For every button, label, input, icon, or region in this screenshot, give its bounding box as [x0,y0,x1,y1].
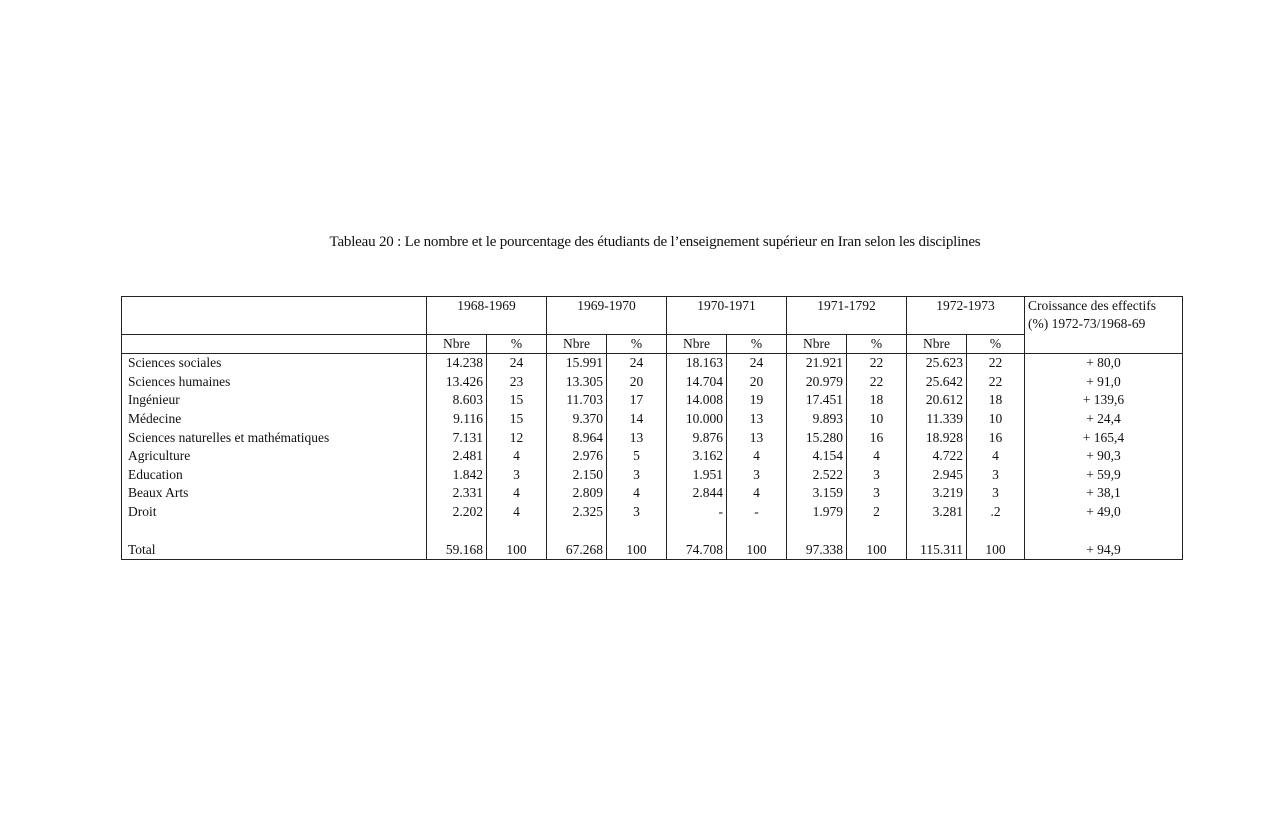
growth-cell: + 80,0 [1025,354,1183,373]
count-cell: 74.708 [667,539,727,560]
table-row [122,373,1183,392]
count-cell: 3.162 [667,447,727,466]
count-cell: 2.809 [547,484,607,503]
count-cell: 25.623 [907,354,967,373]
percent-subheader: % [727,335,787,354]
percent-cell: 19 [727,391,787,410]
count-cell: 13.305 [547,373,607,392]
percent-cell: 24 [487,354,547,373]
table-row [122,428,1183,447]
count-subheader: Nbre [667,335,727,354]
count-cell: 2.522 [787,466,847,485]
percent-cell: 4 [607,484,667,503]
period-header: 1968-1969 [427,297,547,335]
discipline-subheader [122,335,427,354]
growth-cell: + 94,9 [1025,539,1183,560]
percent-cell: 22 [967,373,1025,392]
count-cell: 97.338 [787,539,847,560]
discipline-label: Sciences humaines [122,373,427,392]
count-subheader: Nbre [787,335,847,354]
percent-cell: 5 [607,447,667,466]
percent-cell: 100 [967,539,1025,560]
growth-cell: + 139,6 [1025,391,1183,410]
percent-cell: .2 [967,503,1025,522]
growth-cell: + 90,3 [1025,447,1183,466]
count-cell: 14.238 [427,354,487,373]
period-header: 1972-1973 [907,297,1025,335]
count-cell: 2.331 [427,484,487,503]
count-cell: 15.991 [547,354,607,373]
percent-cell: 17 [607,391,667,410]
count-cell: 1.842 [427,466,487,485]
count-cell: 9.116 [427,410,487,429]
percent-subheader: % [967,335,1025,354]
percent-cell: 4 [487,447,547,466]
count-cell: 15.280 [787,428,847,447]
count-cell: 67.268 [547,539,607,560]
percent-cell: 10 [967,410,1025,429]
count-cell: 7.131 [427,428,487,447]
growth-cell: + 24,4 [1025,410,1183,429]
percent-cell: 12 [487,428,547,447]
growth-header: Croissance des effectifs (%) 1972-73/1968-69 [1025,297,1183,354]
percent-cell: 10 [847,410,907,429]
percent-cell: 4 [487,484,547,503]
count-cell: 2.976 [547,447,607,466]
discipline-label: Médecine [122,410,427,429]
percent-cell: 14 [607,410,667,429]
percent-cell: - [727,503,787,522]
table-row [122,503,1183,522]
count-cell: 2.202 [427,503,487,522]
count-cell: - [667,503,727,522]
count-cell: 3.281 [907,503,967,522]
count-cell: 2.150 [547,466,607,485]
percent-cell: 4 [727,484,787,503]
percent-cell: 15 [487,410,547,429]
count-cell: 1.951 [667,466,727,485]
percent-cell: 3 [487,466,547,485]
table-body [122,354,1183,560]
table-row [122,484,1183,503]
count-cell: 17.451 [787,391,847,410]
growth-cell: + 165,4 [1025,428,1183,447]
table-row [122,391,1183,410]
count-cell: 14.704 [667,373,727,392]
count-cell: 2.945 [907,466,967,485]
count-cell: 14.008 [667,391,727,410]
count-cell: 20.979 [787,373,847,392]
count-cell: 8.964 [547,428,607,447]
percent-subheader: % [487,335,547,354]
students-by-discipline-table [121,296,1183,560]
count-cell: 1.979 [787,503,847,522]
percent-cell: 18 [967,391,1025,410]
table-row [122,410,1183,429]
percent-cell: 24 [727,354,787,373]
count-cell: 4.154 [787,447,847,466]
period-header: 1970-1971 [667,297,787,335]
count-cell: 21.921 [787,354,847,373]
percent-cell: 22 [967,354,1025,373]
discipline-label: Sciences naturelles et mathématiques [122,428,427,447]
percent-cell: 2 [847,503,907,522]
percent-cell: 18 [847,391,907,410]
percent-cell: 23 [487,373,547,392]
count-cell: 3.219 [907,484,967,503]
discipline-label: Agriculture [122,447,427,466]
percent-cell: 13 [727,428,787,447]
count-cell: 2.844 [667,484,727,503]
count-cell: 9.370 [547,410,607,429]
growth-cell: + 91,0 [1025,373,1183,392]
period-header: 1969-1970 [547,297,667,335]
percent-cell: 3 [727,466,787,485]
percent-cell: 16 [847,428,907,447]
percent-cell: 20 [607,373,667,392]
percent-cell: 4 [727,447,787,466]
percent-cell: 20 [727,373,787,392]
discipline-label: Total [122,539,427,560]
discipline-header [122,297,427,335]
count-cell: 9.876 [667,428,727,447]
count-subheader: Nbre [547,335,607,354]
percent-cell: 100 [487,539,547,560]
percent-cell: 3 [847,466,907,485]
percent-cell: 3 [607,503,667,522]
percent-cell: 3 [847,484,907,503]
count-cell: 25.642 [907,373,967,392]
table-row [122,354,1183,373]
count-cell: 115.311 [907,539,967,560]
count-cell: 20.612 [907,391,967,410]
percent-cell: 3 [607,466,667,485]
percent-cell: 24 [607,354,667,373]
discipline-label: Sciences sociales [122,354,427,373]
percent-cell: 4 [967,447,1025,466]
count-cell: 13.426 [427,373,487,392]
count-cell: 9.893 [787,410,847,429]
percent-cell: 4 [487,503,547,522]
percent-cell: 15 [487,391,547,410]
count-cell: 2.481 [427,447,487,466]
growth-cell: + 49,0 [1025,503,1183,522]
percent-cell: 16 [967,428,1025,447]
percent-cell: 100 [727,539,787,560]
discipline-label: Education [122,466,427,485]
percent-cell: 4 [847,447,907,466]
header-row [122,297,1183,335]
count-cell: 3.159 [787,484,847,503]
count-cell: 11.339 [907,410,967,429]
growth-cell: + 38,1 [1025,484,1183,503]
count-cell: 8.603 [427,391,487,410]
percent-cell: 13 [607,428,667,447]
count-cell: 59.168 [427,539,487,560]
percent-subheader: % [607,335,667,354]
percent-cell: 22 [847,373,907,392]
discipline-label: Ingénieur [122,391,427,410]
count-cell: 11.703 [547,391,607,410]
discipline-label: Droit [122,503,427,522]
count-cell: 18.928 [907,428,967,447]
percent-cell: 3 [967,466,1025,485]
percent-subheader: % [847,335,907,354]
percent-cell: 13 [727,410,787,429]
discipline-label: Beaux Arts [122,484,427,503]
count-cell: 10.000 [667,410,727,429]
count-subheader: Nbre [907,335,967,354]
table-row [122,466,1183,485]
percent-cell: 22 [847,354,907,373]
subheader-row [122,335,1183,354]
period-header: 1971-1792 [787,297,907,335]
count-cell: 4.722 [907,447,967,466]
percent-cell: 100 [607,539,667,560]
percent-cell: 3 [967,484,1025,503]
spacer-row [122,521,1183,539]
count-subheader: Nbre [427,335,487,354]
total-row [122,539,1183,560]
percent-cell: 100 [847,539,907,560]
count-cell: 2.325 [547,503,607,522]
table-row [122,447,1183,466]
count-cell: 18.163 [667,354,727,373]
growth-cell: + 59,9 [1025,466,1183,485]
table-caption: Tableau 20 : Le nombre et le pourcentage des étudiants de l’enseignement supérieur en Iran selon les disciplines [329,234,981,250]
